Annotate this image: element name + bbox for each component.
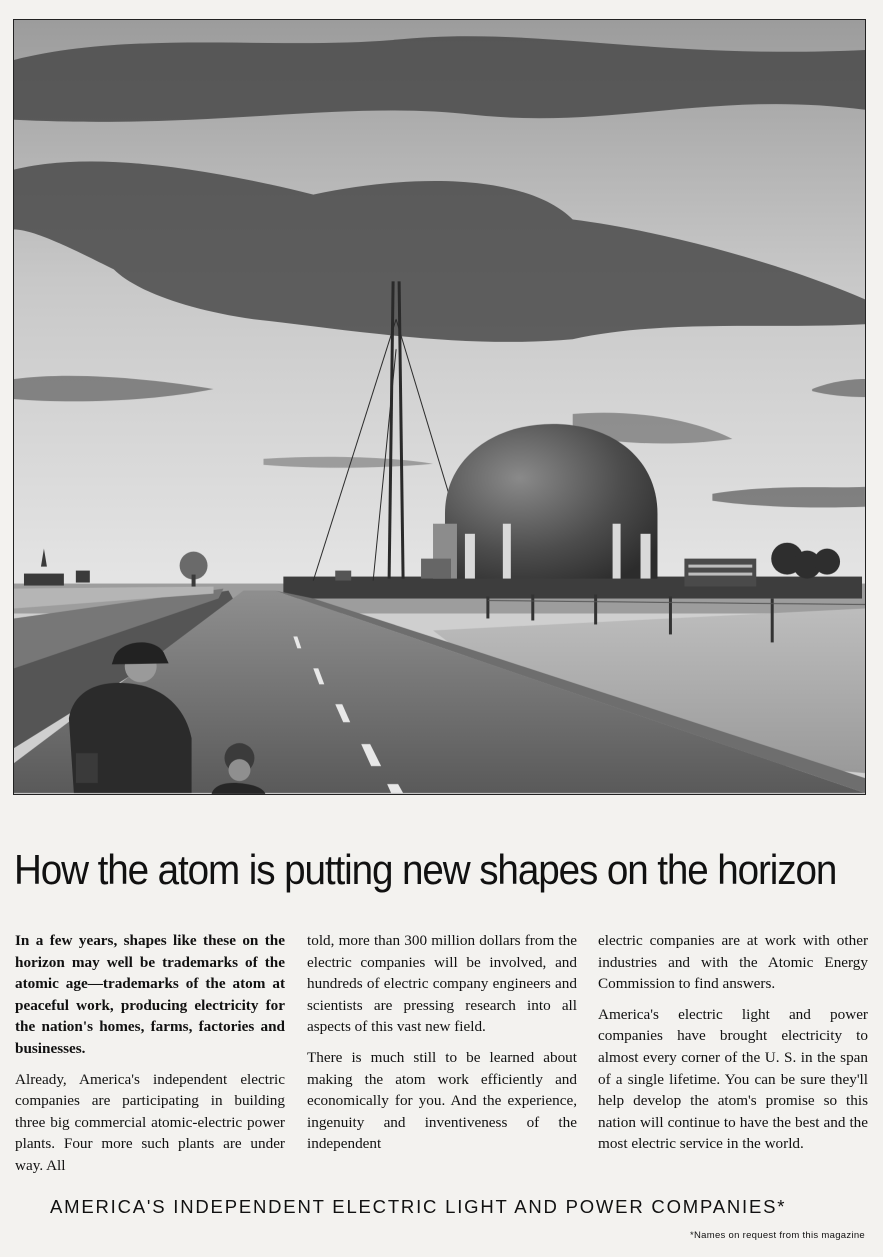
body-paragraph: America's electric light and power companies have brought electricity to almost every corner of the U. S. in the span of a single lifetime. You can be sure they'll help develop the atom's promise so this nation will continue to have the best and the most electric service in the world. <box>598 1005 868 1153</box>
sponsor-signature: AMERICA'S INDEPENDENT ELECTRIC LIGHT AND POWER COMPANIES* <box>50 1196 787 1217</box>
headline: How the atom is putting new shapes on the horizon <box>14 846 837 893</box>
body-paragraph: told, more than 300 million dollars from the electric companies will be involved, and hundreds of electric company engineers and scientists are pressing research into all aspects of this vast new field. <box>307 932 577 1036</box>
footnote: *Names on request from this magazine <box>689 1230 865 1241</box>
body-column-3 <box>598 930 868 1164</box>
illustration-atomic-plant <box>13 19 866 795</box>
body-column-2 <box>307 930 577 1164</box>
body-paragraph: Already, America's independent electric companies are participating in building three big commercial atomic-electric power plants. Four more such plants are under way. All <box>15 1070 285 1174</box>
illustration-artwork <box>14 20 865 794</box>
plant-base <box>283 577 862 599</box>
lead-paragraph: In a few years, shapes like these on the horizon may well be trademarks of the atomic age—trademarks of the atom at peaceful work, producing electricity for the nation's homes, farms, factories and businesses. <box>15 932 285 1057</box>
body-paragraph: There is much still to be learned about making the atom work efficiently and economically for you. And the experience, ingenuity and inventiveness of the independent <box>307 1048 577 1153</box>
body-paragraph: electric companies are at work with other industries and with the Atomic Energy Commission to find answers. <box>598 932 868 993</box>
body-column-1 <box>15 930 285 1186</box>
